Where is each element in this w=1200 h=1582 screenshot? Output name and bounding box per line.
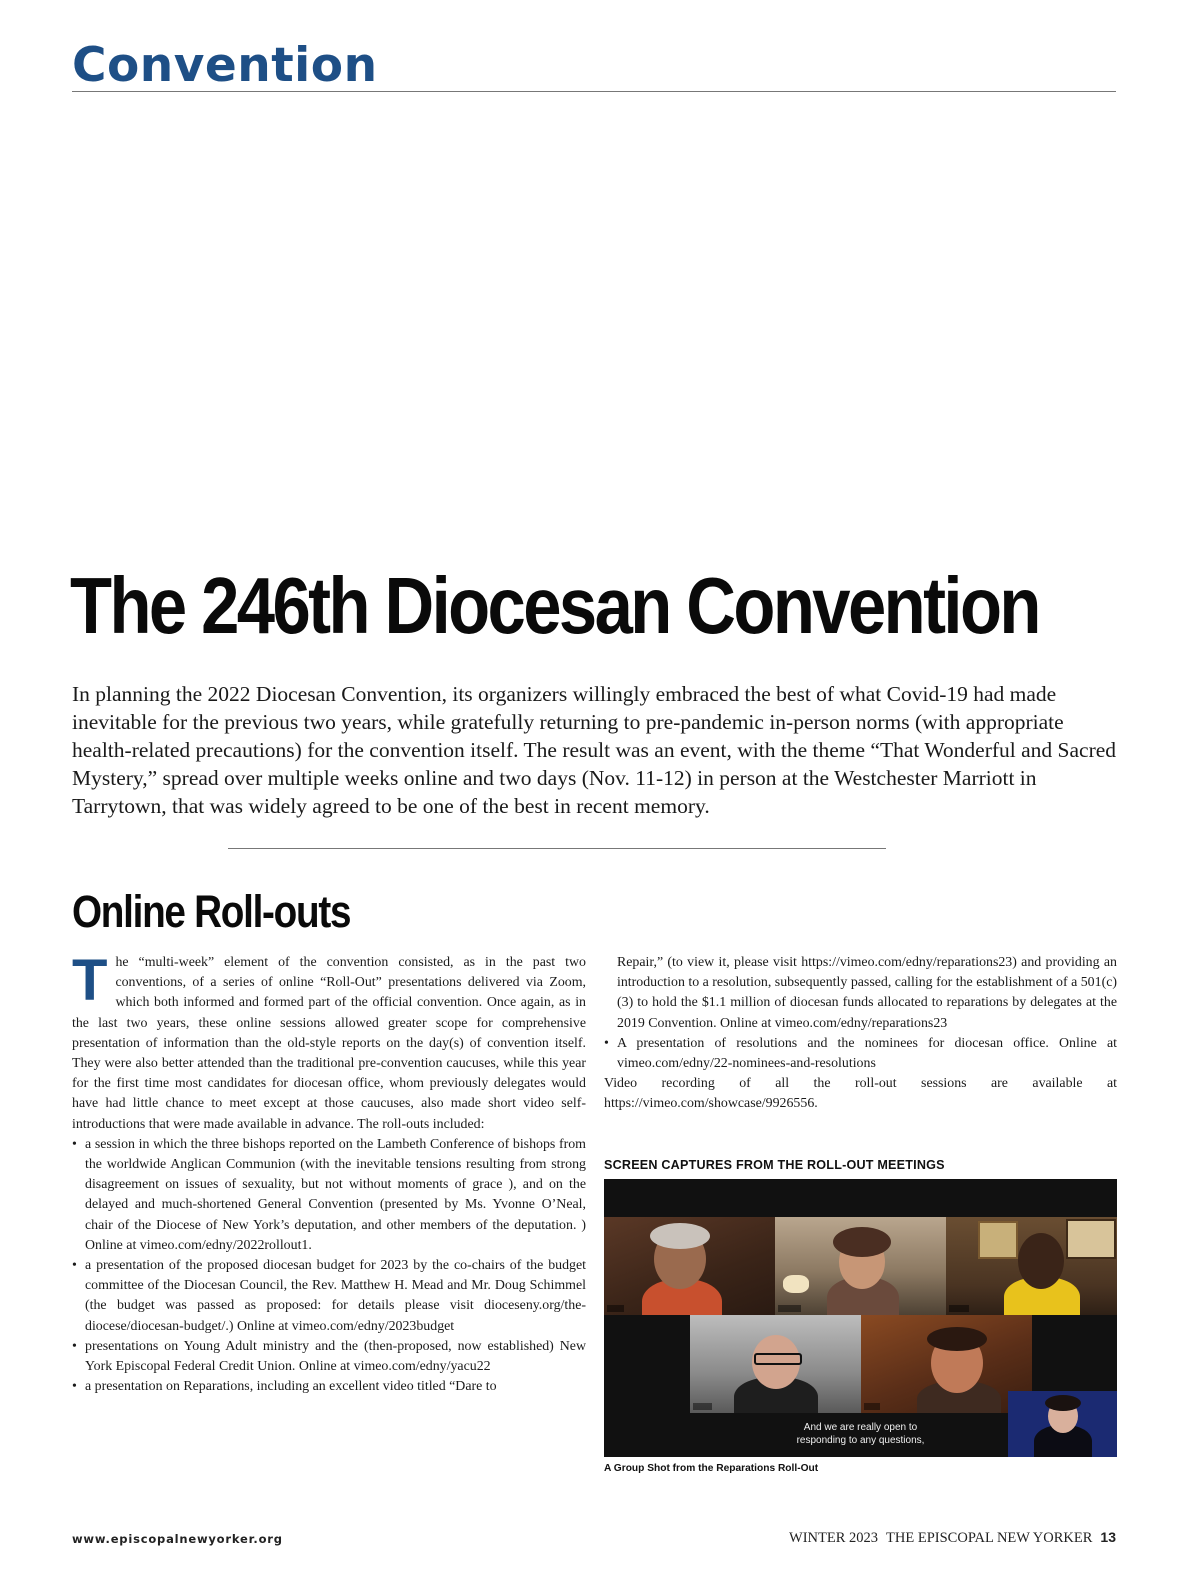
left-column (72, 948, 586, 1397)
subtitle-line: responding to any questions, (796, 1435, 925, 1446)
video-tile (861, 1315, 1032, 1413)
lamp-glow (783, 1275, 809, 1293)
article-intro: In planning the 2022 Diocesan Convention, its organizers willingly embraced the best of what Covid-19 had made inevitable for the previous two years, while gratefully returning to pre-pandemic in-person norms (with appropriate health-related precautions) for the convention itself. The result was an event, with the theme “That Wonderful and Sacred Mystery,” spread over multiple weeks online and two days (Nov. 11-12) in person at the Westchester Marriott in Tarrytown, that was widely agreed to be one of the best in recent memory. (72, 682, 1117, 818)
participant-hair (833, 1227, 891, 1257)
participant-name-bar (693, 1403, 712, 1410)
rollout-list-continued (604, 1034, 1117, 1074)
footer-website: www.episcopalnewyorker.org (72, 1532, 283, 1546)
section-divider (72, 91, 1116, 92)
footer-publication: THE EPISCOPAL NEW YORKER (886, 1530, 1093, 1546)
closing-paragraph: Video recording of all the roll-out sessions are available at https://vimeo.com/showcase/9926556. (604, 1076, 1117, 1112)
video-tile (690, 1315, 861, 1413)
photo-caption: A Group Shot from the Reparations Roll-Out (604, 1463, 819, 1474)
list-item: • A presentation of resolutions and the nominees for diocesan office. Online at vimeo.com/edny/22-nominees-and-resolutions (604, 1034, 1117, 1074)
video-tile (604, 1217, 775, 1315)
zoom-screenshot-photo (604, 1179, 1117, 1457)
participant-name-bar (949, 1305, 969, 1312)
list-item: • a presentation of the proposed diocesan budget for 2023 by the co-chairs of the budget committee of the Diocesan Council, the Rev. Matthew H. Mead and Mr. Doug Schimmel (the budget was passed as proposed: for details please visit dioceseny.org/the-diocese/diocesan-budget/.) Online at vimeo.com/edny/2023budget (72, 1256, 586, 1337)
list-item: • presentations on Young Adult ministry and the (then-proposed, now established) New York Episcopal Federal Credit Union. Online at vimeo.com/edny/yacu22 (72, 1337, 586, 1377)
wall-painting (978, 1221, 1018, 1259)
participant-hair (650, 1223, 710, 1249)
opening-paragraph (72, 948, 586, 1135)
interpreter-hair (1045, 1395, 1081, 1411)
section-heading: Convention (72, 38, 378, 93)
zoom-subtitle (604, 1421, 1117, 1447)
participant-name-bar (864, 1403, 880, 1410)
participant-name-bar (778, 1305, 801, 1312)
participant-name-bar (607, 1305, 624, 1312)
photo-heading: SCREEN CAPTURES FROM THE ROLL-OUT MEETINGS (604, 1158, 945, 1172)
wall-painting (1066, 1219, 1116, 1259)
rollout-list (72, 1135, 586, 1398)
subtitle-line: And we are really open to (803, 1422, 918, 1433)
footer-folio (789, 1529, 1116, 1547)
video-tile (946, 1217, 1117, 1315)
right-column (604, 953, 1117, 1115)
participant-hair (927, 1327, 987, 1351)
participant-head (1018, 1233, 1064, 1289)
footer-issue: WINTER 2023 (789, 1530, 879, 1546)
participant-glasses (754, 1353, 802, 1365)
video-tile (775, 1217, 946, 1315)
article-title: The 246th Diocesan Convention (70, 561, 1039, 650)
page-number: 13 (1100, 1529, 1116, 1545)
article-subhead: Online Roll-outs (72, 886, 351, 937)
list-item: • a presentation on Reparations, including an excellent video titled “Dare to (72, 1377, 586, 1397)
continued-item: Repair,” (to view it, please visit https://vimeo.com/edny/reparations23) and providing an introduction to a resolution, subsequently passed, calling for the establishment of a 501(c)(3) to hold the $1.1 million of diocesan funds allocated to reparations by delegates at the 2019 Convention. Online at vimeo.com/edny/reparations23 (617, 955, 1117, 1031)
opening-paragraph-text: he “multi-week” element of the convention consisted, as in the past two conventions, of a series of online “Roll-Out” presentations delivered via Zoom, which both informed and formed part of the official convention. Once again, as in the last two years, these online sessions allowed greater scope for comprehensive presentation of information than the old-style reports on the day(s) of convention itself. They were also better attended than the traditional pre-convention caucuses, while this year for the first time most candidates for diocesan office, whom previously delegates would have had little chance to meet except at those caucuses, also made short video self-introductions that were made available in advance. The roll-outs included: (72, 955, 586, 1132)
list-item: • a session in which the three bishops reported on the Lambeth Conference of bishops from the worldwide Anglican Communion (with the inevitable tensions resulting from strong disagreement on issues of sexuality, but not without moments of grace ), and on the delayed and much-shortened General Convention (presented by Ms. Yvonne O’Neal, chair of the Diocese of New York’s deputation, and other members of the deputation. ) Online at vimeo.com/edny/2022rollout1. (72, 1135, 586, 1256)
intro-divider (228, 848, 886, 849)
drop-cap: T (72, 948, 108, 1013)
